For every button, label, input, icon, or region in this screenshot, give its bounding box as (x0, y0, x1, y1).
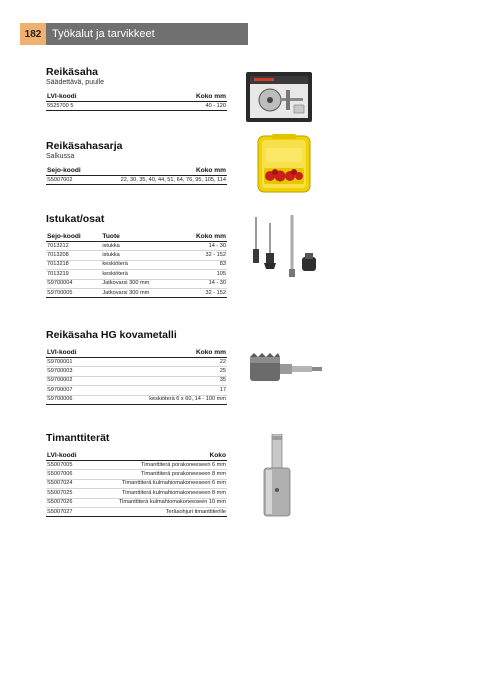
code-cell: S9700006 (46, 395, 98, 404)
section-title: Timanttiterät (46, 432, 110, 444)
product-cell: keskiöterä (101, 260, 177, 269)
page-header (20, 23, 248, 45)
size-cell: Timanttiterä kulmahiomakoneeseen 8 mm (87, 489, 227, 498)
product-cell: istukka (101, 242, 177, 251)
section-subtitle: Salkussa (46, 153, 75, 160)
size-cell: 17 (98, 386, 227, 395)
table-row (46, 386, 227, 395)
table-row (46, 461, 227, 470)
size-cell: 32 - 152 (177, 289, 227, 298)
code-cell: S5007024 (46, 479, 87, 488)
size-cell: 14 - 30 (177, 242, 227, 251)
size-cell: 83 (177, 260, 227, 269)
table-row (46, 489, 227, 498)
product-table (46, 166, 227, 185)
column-header: Koko mm (136, 92, 227, 102)
code-cell: S5007006 (46, 470, 87, 479)
section-reikasaha (46, 66, 227, 111)
code-cell: S9700001 (46, 358, 98, 367)
table-row (46, 376, 227, 385)
section-title: Reikäsaha HG kovametalli (46, 329, 177, 341)
column-header: Koko mm (98, 348, 227, 358)
table-row (46, 289, 227, 298)
table-row (46, 367, 227, 376)
page-number: 182 (20, 23, 46, 45)
section-subtitle: Säädettävä, puulle (46, 79, 104, 86)
column-header: Koko mm (91, 166, 227, 176)
table-row (46, 498, 227, 507)
table-row (46, 479, 227, 488)
code-cell: S9700003 (46, 367, 98, 376)
table-row (46, 470, 227, 479)
table-row (46, 395, 227, 404)
product-table (46, 348, 227, 405)
section-title: Reikäsaha (46, 66, 98, 78)
column-header: LVI-koodi (46, 92, 136, 102)
code-cell: S9700005 (46, 289, 101, 298)
arbors-and-parts-image (248, 213, 320, 285)
diamond-core-bit-image (262, 434, 292, 522)
size-cell: Timanttiterä kulmahiomakoneeseen 6 mm (87, 479, 227, 488)
column-header: Sejo-koodi (46, 166, 91, 176)
product-cell: keskiöterä (101, 270, 177, 279)
size-cell: Timanttiterä kulmahiomakoneeseen 10 mm (87, 498, 227, 507)
product-table (46, 92, 227, 111)
code-cell: 7013218 (46, 260, 101, 269)
product-cell: istukka (101, 251, 177, 260)
column-header: LVI-koodi (46, 451, 87, 461)
code-cell: 7013219 (46, 270, 101, 279)
code-cell: S5007005 (46, 461, 87, 470)
table-row (46, 251, 227, 260)
size-cell: 32 - 152 (177, 251, 227, 260)
size-cell: 35 (98, 376, 227, 385)
product-cell: Jatkovarsi 300 mm (101, 289, 177, 298)
size-cell: 25 (98, 367, 227, 376)
product-table (46, 451, 227, 517)
table-row (46, 508, 227, 517)
section-reikasaha-hg (46, 329, 227, 405)
code-cell: S9700002 (46, 376, 98, 385)
page-title: Työkalut ja tarvikkeet (46, 23, 248, 45)
product-table (46, 232, 227, 298)
section-timanttiterat (46, 432, 227, 517)
size-cell: 22, 30, 35, 40, 44, 51, 64, 76, 95, 105, 114 (91, 176, 227, 185)
column-header: Koko mm (177, 232, 227, 242)
section-istukat-osat (46, 213, 227, 298)
table-row (46, 358, 227, 367)
hole-saw-set-case-image (256, 134, 312, 194)
code-cell: S5007026 (46, 498, 87, 507)
table-row (46, 242, 227, 251)
product-cell: Jatkovarsi 300 mm (101, 279, 177, 288)
column-header: Koko (87, 451, 227, 461)
code-cell: S5007027 (46, 508, 87, 517)
adjustable-hole-saw-image (246, 72, 312, 122)
size-cell: keskiöterä 6 x 60, 14 - 100 mm (98, 395, 227, 404)
table-row (46, 260, 227, 269)
carbide-hole-saw-image (250, 345, 324, 389)
section-title: Reikäsahasarja (46, 140, 123, 152)
table-row (46, 270, 227, 279)
code-cell: S9700007 (46, 386, 98, 395)
table-row (46, 176, 227, 185)
size-cell: 40 - 120 (136, 102, 227, 111)
column-header: Tuote (101, 232, 177, 242)
code-cell: S9700004 (46, 279, 101, 288)
column-header: LVI-koodi (46, 348, 98, 358)
column-header: Sejo-koodi (46, 232, 101, 242)
size-cell: Teräsohjuri timanttiterille (87, 508, 227, 517)
section-title: Istukat/osat (46, 213, 105, 225)
size-cell: Timanttiterä porakoneeseen 6 mm (87, 461, 227, 470)
code-cell: 7013212 (46, 242, 101, 251)
code-cell: 7013208 (46, 251, 101, 260)
code-cell: S5007002 (46, 176, 91, 185)
section-reikasahasarja (46, 140, 227, 185)
table-row (46, 279, 227, 288)
code-cell: 5525700 5 (46, 102, 136, 111)
size-cell: 22 (98, 358, 227, 367)
code-cell: S5007025 (46, 489, 87, 498)
size-cell: Timanttiterä porakoneeseen 8 mm (87, 470, 227, 479)
size-cell: 105 (177, 270, 227, 279)
table-row (46, 102, 227, 111)
size-cell: 14 - 30 (177, 279, 227, 288)
